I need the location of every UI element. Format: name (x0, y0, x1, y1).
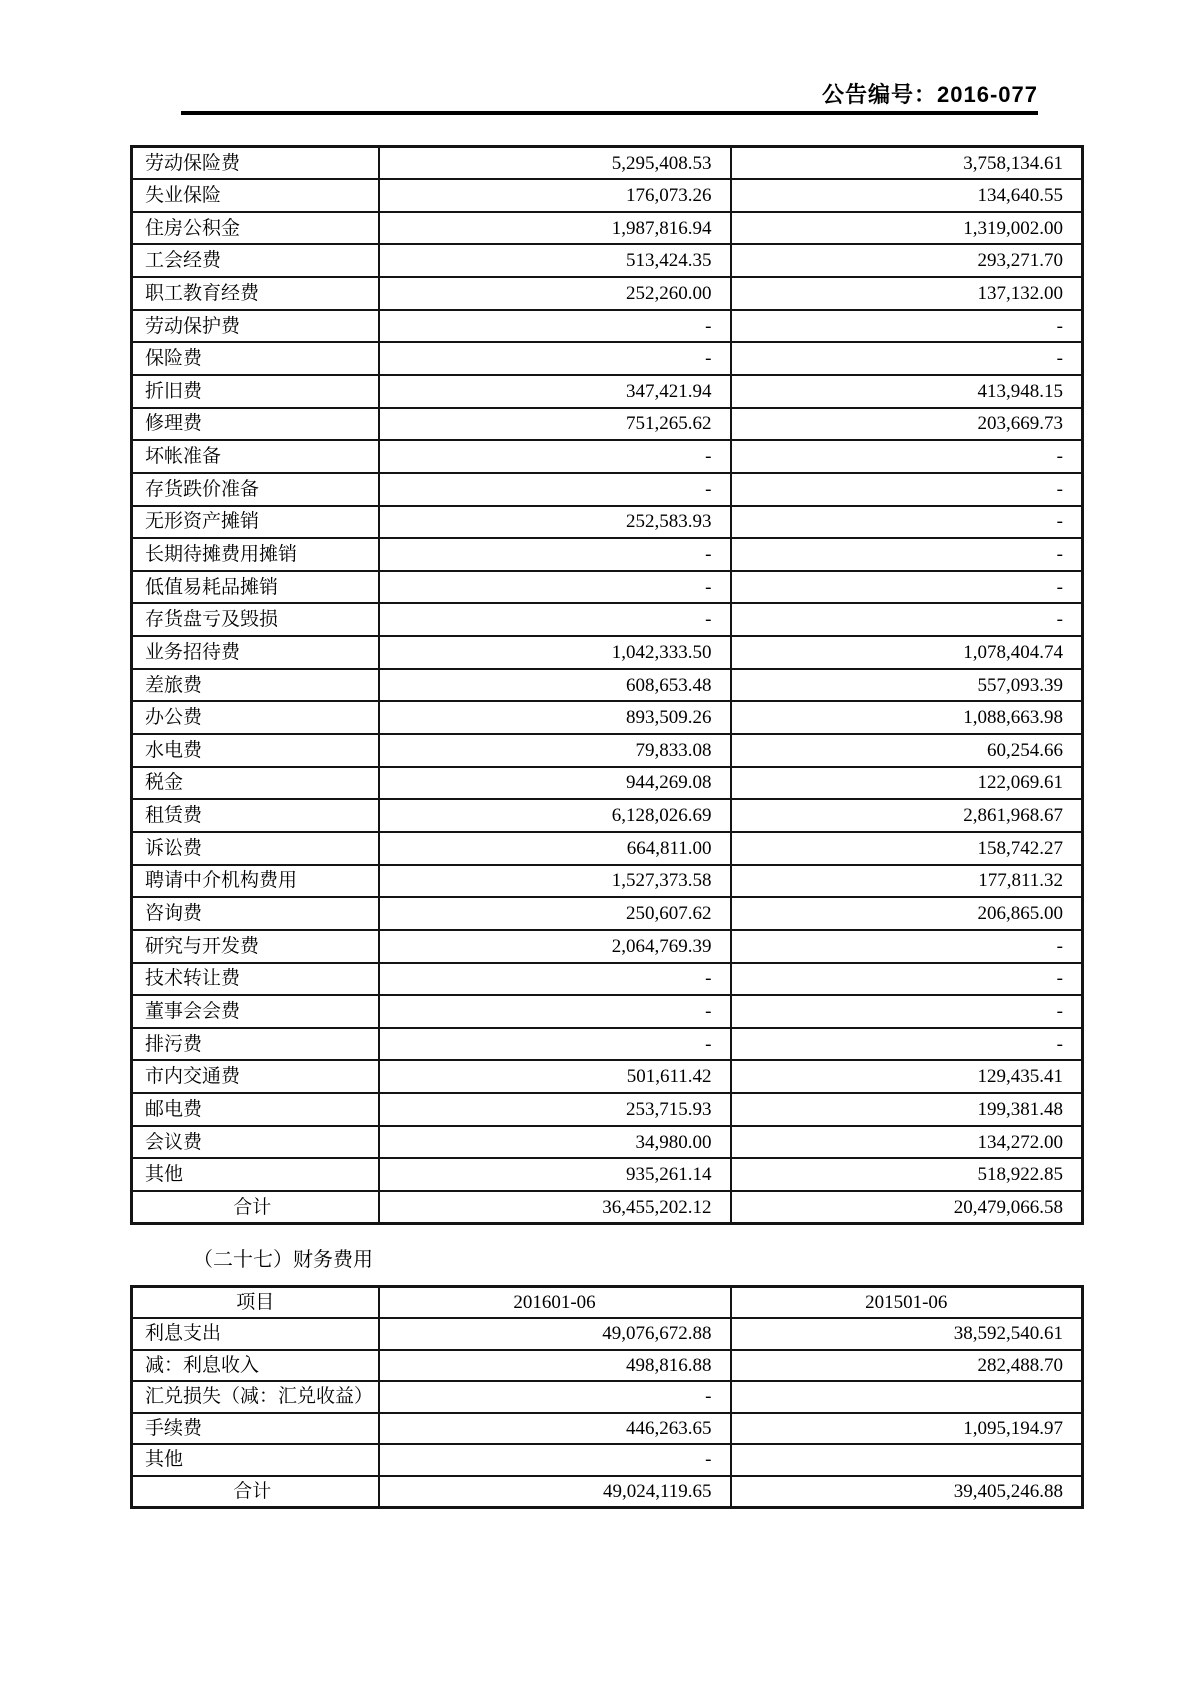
value-prior-cell: 518,922.85 (731, 1158, 1083, 1191)
value-current-cell: 252,260.00 (379, 277, 731, 310)
table-row (132, 767, 1083, 800)
value-prior-cell: - (731, 1028, 1083, 1061)
table-row (132, 636, 1083, 669)
item-cell: 合计 (132, 1476, 379, 1508)
table-row (132, 1126, 1083, 1159)
table-row (132, 1444, 1083, 1476)
value-prior-cell: 129,435.41 (731, 1060, 1083, 1093)
value-prior-cell: 177,811.32 (731, 865, 1083, 898)
value-prior-cell: - (731, 930, 1083, 963)
table-row (132, 538, 1083, 571)
item-cell: 工会经费 (132, 244, 379, 277)
item-cell: 长期待摊费用摊销 (132, 538, 379, 571)
value-prior-cell: - (731, 995, 1083, 1028)
value-prior-cell: 293,271.70 (731, 244, 1083, 277)
value-prior-cell: - (731, 342, 1083, 375)
value-prior-cell: - (731, 473, 1083, 506)
table-row (132, 179, 1083, 212)
item-cell: 折旧费 (132, 375, 379, 408)
value-current-cell: - (379, 1028, 731, 1061)
value-prior-cell: 413,948.15 (731, 375, 1083, 408)
section-title: （二十七）财务费用 (193, 1249, 373, 1271)
table-row (132, 147, 1083, 180)
expense-detail-table-body (132, 147, 1083, 1224)
value-prior-cell (731, 1444, 1083, 1476)
value-prior-cell: 199,381.48 (731, 1093, 1083, 1126)
value-current-cell: 513,424.35 (379, 244, 731, 277)
table-row (132, 1060, 1083, 1093)
value-prior-cell: 134,272.00 (731, 1126, 1083, 1159)
value-prior-cell: - (731, 603, 1083, 636)
value-current-cell: - (379, 1444, 731, 1476)
item-cell: 存货盘亏及毁损 (132, 603, 379, 636)
item-cell: 坏帐准备 (132, 440, 379, 473)
item-cell: 职工教育经费 (132, 277, 379, 310)
table-row (132, 212, 1083, 245)
expense-detail-table (130, 145, 1084, 1225)
value-current-cell: - (379, 538, 731, 571)
value-current-cell: 498,816.88 (379, 1350, 731, 1382)
value-current-cell: - (379, 310, 731, 343)
table-row (132, 277, 1083, 310)
item-cell: 合计 (132, 1191, 379, 1224)
value-current-cell: - (379, 603, 731, 636)
table-row (132, 1413, 1083, 1445)
table-row (132, 930, 1083, 963)
value-prior-cell: 282,488.70 (731, 1350, 1083, 1382)
table-row (132, 1350, 1083, 1382)
item-cell: 咨询费 (132, 897, 379, 930)
table-row (132, 603, 1083, 636)
value-prior-cell: 3,758,134.61 (731, 147, 1083, 180)
value-current-cell: 2,064,769.39 (379, 930, 731, 963)
item-cell: 减：利息收入 (132, 1350, 379, 1382)
value-prior-cell (731, 1381, 1083, 1413)
value-prior-cell: 1,319,002.00 (731, 212, 1083, 245)
item-cell: 失业保险 (132, 179, 379, 212)
financial-expense-table (130, 1285, 1084, 1509)
value-prior-cell: 20,479,066.58 (731, 1191, 1083, 1224)
value-current-cell: 6,128,026.69 (379, 799, 731, 832)
value-current-cell: 1,042,333.50 (379, 636, 731, 669)
table-row (132, 440, 1083, 473)
item-cell: 修理费 (132, 408, 379, 441)
table-row (132, 963, 1083, 996)
value-current-cell: - (379, 1381, 731, 1413)
item-cell: 会议费 (132, 1126, 379, 1159)
value-current-cell: - (379, 440, 731, 473)
item-cell: 办公费 (132, 701, 379, 734)
value-current-cell: 5,295,408.53 (379, 147, 731, 180)
value-current-cell: 347,421.94 (379, 375, 731, 408)
item-cell: 汇兑损失（减：汇兑收益） (132, 1381, 379, 1413)
value-current-cell: 49,076,672.88 (379, 1318, 731, 1350)
table-row (132, 832, 1083, 865)
value-prior-cell: 203,669.73 (731, 408, 1083, 441)
header-row (132, 1287, 1083, 1319)
value-prior-cell: 557,093.39 (731, 669, 1083, 702)
value-prior-cell: 134,640.55 (731, 179, 1083, 212)
item-cell: 董事会会费 (132, 995, 379, 1028)
table-row (132, 310, 1083, 343)
value-current-cell: 34,980.00 (379, 1126, 731, 1159)
value-current-cell: 252,583.93 (379, 506, 731, 539)
table-row (132, 473, 1083, 506)
value-prior-cell: - (731, 310, 1083, 343)
table-row (132, 1381, 1083, 1413)
header-divider (181, 111, 1038, 115)
value-prior-cell: - (731, 440, 1083, 473)
item-cell: 诉讼费 (132, 832, 379, 865)
value-current-cell: 79,833.08 (379, 734, 731, 767)
value-current-cell: 1,527,373.58 (379, 865, 731, 898)
item-cell: 劳动保险费 (132, 147, 379, 180)
table-row (132, 799, 1083, 832)
table-row (132, 669, 1083, 702)
value-current-cell: 751,265.62 (379, 408, 731, 441)
item-cell: 利息支出 (132, 1318, 379, 1350)
item-cell: 其他 (132, 1158, 379, 1191)
item-cell: 市内交通费 (132, 1060, 379, 1093)
announcement-number: 公告编号：2016-077 (822, 82, 1038, 107)
table-row (132, 1318, 1083, 1350)
table-row (132, 701, 1083, 734)
value-current-cell: 446,263.65 (379, 1413, 731, 1445)
table-row (132, 1191, 1083, 1224)
value-current-cell: 253,715.93 (379, 1093, 731, 1126)
value-current-cell: 893,509.26 (379, 701, 731, 734)
financial-expense-table-body (132, 1318, 1083, 1507)
item-cell: 保险费 (132, 342, 379, 375)
item-cell: 研究与开发费 (132, 930, 379, 963)
value-current-cell: 664,811.00 (379, 832, 731, 865)
value-prior-cell: 137,132.00 (731, 277, 1083, 310)
value-prior-cell: 1,095,194.97 (731, 1413, 1083, 1445)
value-prior-cell: 158,742.27 (731, 832, 1083, 865)
value-prior-cell: 122,069.61 (731, 767, 1083, 800)
table-row (132, 1093, 1083, 1126)
table-row (132, 1476, 1083, 1508)
value-current-cell: 935,261.14 (379, 1158, 731, 1191)
table-row (132, 342, 1083, 375)
value-prior-cell: 39,405,246.88 (731, 1476, 1083, 1508)
column-header-prior-period: 201501-06 (731, 1287, 1083, 1319)
table-row (132, 734, 1083, 767)
value-current-cell: - (379, 473, 731, 506)
item-cell: 租赁费 (132, 799, 379, 832)
value-current-cell: 501,611.42 (379, 1060, 731, 1093)
value-current-cell: - (379, 963, 731, 996)
table-row (132, 995, 1083, 1028)
value-prior-cell: - (731, 538, 1083, 571)
value-current-cell: 176,073.26 (379, 179, 731, 212)
value-prior-cell: 206,865.00 (731, 897, 1083, 930)
table-row (132, 375, 1083, 408)
item-cell: 业务招待费 (132, 636, 379, 669)
value-prior-cell: 1,088,663.98 (731, 701, 1083, 734)
table-row (132, 571, 1083, 604)
value-prior-cell: - (731, 571, 1083, 604)
item-cell: 税金 (132, 767, 379, 800)
value-prior-cell: 60,254.66 (731, 734, 1083, 767)
financial-expense-table-head (132, 1287, 1083, 1319)
column-header-current-period: 201601-06 (379, 1287, 731, 1319)
item-cell: 聘请中介机构费用 (132, 865, 379, 898)
value-prior-cell: - (731, 506, 1083, 539)
item-cell: 排污费 (132, 1028, 379, 1061)
value-current-cell: - (379, 342, 731, 375)
item-cell: 技术转让费 (132, 963, 379, 996)
item-cell: 差旅费 (132, 669, 379, 702)
item-cell: 手续费 (132, 1413, 379, 1445)
item-cell: 无形资产摊销 (132, 506, 379, 539)
value-current-cell: - (379, 571, 731, 604)
value-current-cell: 49,024,119.65 (379, 1476, 731, 1508)
table-row (132, 865, 1083, 898)
table-row (132, 408, 1083, 441)
item-cell: 存货跌价准备 (132, 473, 379, 506)
value-current-cell: 1,987,816.94 (379, 212, 731, 245)
value-current-cell: 944,269.08 (379, 767, 731, 800)
item-cell: 邮电费 (132, 1093, 379, 1126)
column-header-item: 项目 (132, 1287, 379, 1319)
value-current-cell: 250,607.62 (379, 897, 731, 930)
table-row (132, 1028, 1083, 1061)
value-current-cell: 36,455,202.12 (379, 1191, 731, 1224)
table-row (132, 897, 1083, 930)
table-row (132, 506, 1083, 539)
item-cell: 劳动保护费 (132, 310, 379, 343)
value-prior-cell: 1,078,404.74 (731, 636, 1083, 669)
item-cell: 低值易耗品摊销 (132, 571, 379, 604)
table-row (132, 244, 1083, 277)
item-cell: 住房公积金 (132, 212, 379, 245)
value-prior-cell: 2,861,968.67 (731, 799, 1083, 832)
item-cell: 其他 (132, 1444, 379, 1476)
value-prior-cell: 38,592,540.61 (731, 1318, 1083, 1350)
value-current-cell: - (379, 995, 731, 1028)
table-row (132, 1158, 1083, 1191)
value-current-cell: 608,653.48 (379, 669, 731, 702)
value-prior-cell: - (731, 963, 1083, 996)
item-cell: 水电费 (132, 734, 379, 767)
